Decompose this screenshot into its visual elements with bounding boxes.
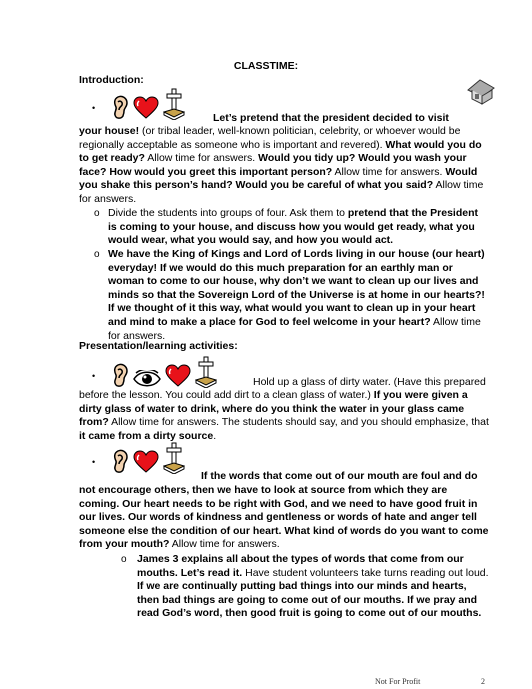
text-segment: Allow time for answers. bbox=[79, 179, 484, 205]
sub-bullet-marker: o bbox=[121, 554, 127, 565]
page-number: 2 bbox=[481, 677, 485, 686]
presentation-1-lead: Hold up a glass of dirty water. (Have this prepared bbox=[253, 376, 486, 388]
text-segment: . bbox=[213, 429, 217, 442]
text-segment: (or tribal leader, well-known politician, celebrity, or whoever would be regionally acceptable as someone who is important and revered). bbox=[79, 125, 461, 151]
eye-icon bbox=[133, 370, 161, 388]
text-segment: James 3 explains all about the types of words that come from our mouths. Let’s read it. bbox=[137, 553, 464, 579]
presentation-2-sub-item bbox=[137, 553, 489, 621]
presentation-1-icon-row bbox=[92, 356, 217, 388]
heart-icon bbox=[165, 364, 191, 388]
intro-sub-item-1 bbox=[108, 207, 488, 248]
text-segment: Allow time for answers. bbox=[332, 165, 446, 178]
text-segment: it came from a dirty source bbox=[79, 429, 214, 442]
text-segment: If you were given a dirty glass of water to drink, where do you think the water in your glass came from? bbox=[79, 389, 468, 429]
text-segment: What would you do to get ready? bbox=[79, 138, 482, 165]
ear-icon bbox=[109, 362, 129, 388]
text-segment: Allow time for answers. bbox=[169, 538, 280, 551]
sub-bullet-marker: o bbox=[94, 208, 100, 219]
ear-icon bbox=[109, 94, 129, 120]
house-icon bbox=[466, 76, 496, 106]
presentation-2-body bbox=[79, 484, 489, 552]
presentation-1-body bbox=[79, 389, 489, 443]
heart-icon bbox=[133, 450, 159, 474]
ear-icon bbox=[109, 448, 129, 474]
text-segment: before the lesson. You could add dirt to a clean glass of water.) bbox=[79, 389, 374, 401]
intro-heading: Introduction: bbox=[79, 74, 144, 86]
text-segment: Allow time for answers. The students should say, and you should emphasize, that bbox=[108, 416, 489, 429]
text-segment: Allow time for answers. bbox=[108, 315, 481, 342]
text-segment: your house! bbox=[79, 125, 140, 137]
text-segment: If we are continually putting bad things into our minds and hearts, then bad things are going to come out of our mouths. If we pray and read God’s word, then good fruit is going to come out of our mouths. bbox=[137, 580, 482, 620]
cross-book-icon bbox=[195, 356, 217, 388]
text-segment: Have student volunteers take turns reading out loud. bbox=[242, 566, 489, 579]
page-title: CLASSTIME: bbox=[233, 60, 299, 72]
bullet-marker: • bbox=[92, 457, 96, 468]
text-segment: Allow time for answers. bbox=[144, 152, 259, 165]
sub-bullet-marker: o bbox=[94, 249, 100, 260]
intro-body bbox=[79, 125, 489, 207]
text-segment: Would you tidy up? Would you wash your face? How would you greet this important person? bbox=[79, 152, 467, 178]
text-segment: Divide the students into groups of four. Ask them to bbox=[108, 207, 348, 219]
intro-lead-text: Let’s pretend that the president decided to visit bbox=[213, 112, 449, 124]
footer-text: Not For Profit bbox=[375, 677, 421, 686]
text-segment: We have the King of Kings and Lord of Lords living in our house (our heart) everyday! If we would do this much preparation for an earthly man or woman to come to our house, why don’t we want to clean up our lives and minds so that the Sovereign Lord of the Universe is at home in our hearts?! If we thought of it this way, what would you want to clean up in your heart and mind to make a place for God to feel welcome in your heart? bbox=[108, 248, 485, 328]
cross-book-icon bbox=[163, 88, 185, 120]
cross-book-icon bbox=[163, 442, 185, 474]
presentation-2-icon-row bbox=[92, 442, 185, 474]
heart-icon bbox=[133, 96, 159, 120]
text-segment: not encourage others, then we have to look at source from which they are coming. Our heart needs to be right with God, and we need to have good fruit in our lives. Our words of kindness and gentleness or words of hate and anger tell someone else the condition of our heart. What kind of words do you want to come from your mouth? bbox=[79, 484, 489, 551]
presentation-heading: Presentation/learning activities: bbox=[79, 340, 238, 352]
bullet-marker: • bbox=[92, 371, 96, 382]
text-segment: pretend that the President is coming to your house, and discuss how you would get ready, what you would wear, what you would say, and how you would act. bbox=[108, 207, 478, 247]
bullet-marker: • bbox=[92, 103, 96, 114]
text-segment: Would you shake this person’s hand? Would you be careful of what you said? bbox=[79, 165, 478, 192]
intro-icon-row bbox=[92, 88, 185, 120]
intro-sub-item-2 bbox=[108, 248, 488, 343]
presentation-2-lead: If the words that come out of our mouth are foul and do bbox=[201, 470, 478, 482]
